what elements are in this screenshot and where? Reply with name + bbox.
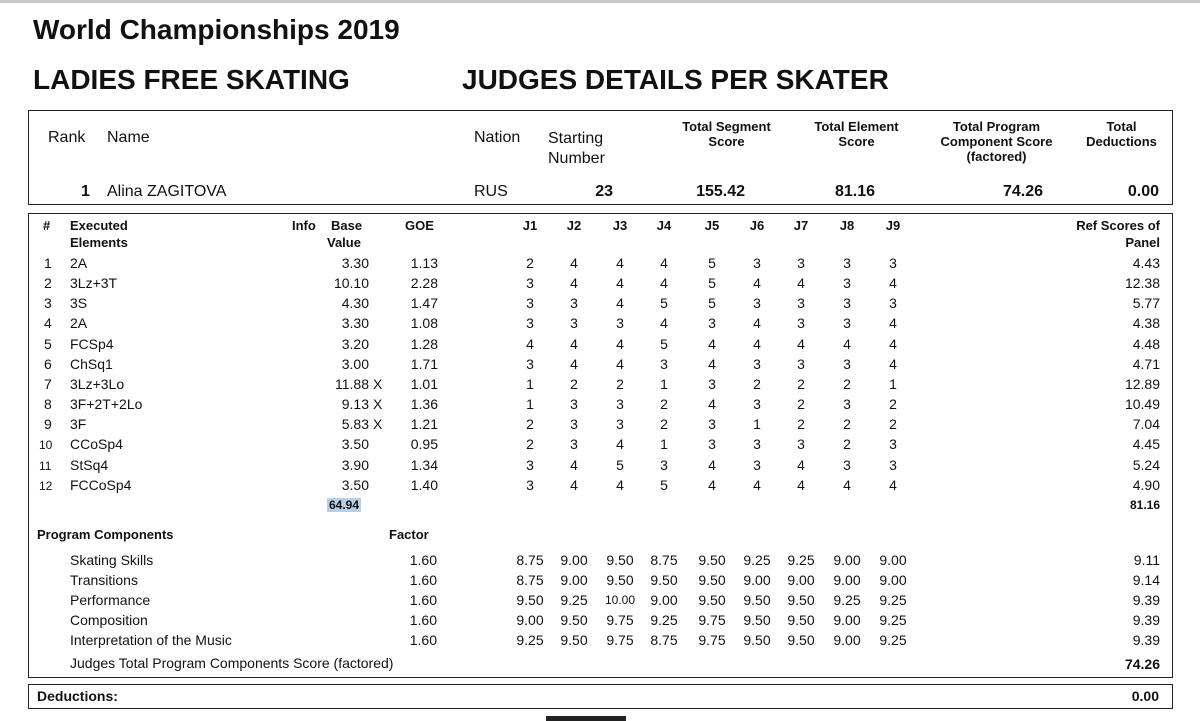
judge-header-j2: J2 [566,218,582,233]
page-edge-mark [546,716,626,721]
element-judge-score-j8: 3 [843,275,851,291]
element-judge-score-j6: 3 [753,356,761,372]
col-number-header: # [43,218,51,233]
element-goe: 1.08 [410,315,438,331]
element-judge-score-j1: 3 [526,457,534,473]
element-judge-score-j2: 3 [570,416,578,432]
element-goe: 1.13 [410,255,438,271]
col-executed-elements-header-2: Elements [70,235,128,250]
element-judge-score-j7: 4 [797,477,805,493]
element-judge-score-j6: 4 [753,275,761,291]
element-judge-score-j3: 4 [616,255,624,271]
component-factor: 1.60 [409,632,437,648]
component-judge-score-j7: 9.50 [787,632,815,648]
component-judge-score-j8: 9.00 [833,552,861,568]
element-judge-score-j5: 4 [708,477,716,493]
component-judge-score-j1: 9.25 [516,632,544,648]
element-judge-score-j6: 3 [753,396,761,412]
element-judge-score-j2: 4 [570,255,578,271]
element-number: 11 [39,459,52,473]
element-judge-score-j1: 3 [526,295,534,311]
element-row [0,336,1200,356]
program-components-header: Program Components [37,527,174,542]
element-base-value: 3.00 [341,356,369,372]
component-judge-score-j4: 9.00 [650,592,678,608]
col-info-header: Info [292,218,316,233]
element-judge-score-j2: 4 [570,336,578,352]
element-base-value: 9.13 [341,396,369,412]
component-judge-score-j4: 8.75 [650,552,678,568]
element-number: 1 [44,255,52,271]
component-panel-score: 9.11 [1133,552,1160,568]
component-row [0,632,1200,652]
element-goe: 1.21 [410,416,438,432]
element-judge-score-j4: 2 [660,416,668,432]
component-judge-score-j8: 9.25 [833,592,861,608]
element-number: 4 [44,315,52,331]
component-row [0,572,1200,592]
component-judge-score-j2: 9.00 [560,552,588,568]
element-judge-score-j8: 4 [843,336,851,352]
element-judge-score-j4: 3 [660,457,668,473]
element-goe: 1.71 [410,356,438,372]
element-panel-score: 7.04 [1132,416,1160,432]
element-goe: 1.01 [410,376,438,392]
judge-header-j7: J7 [793,218,809,233]
element-judge-score-j7: 3 [797,356,805,372]
component-judge-score-j2: 9.50 [560,632,588,648]
component-judge-score-j4: 9.25 [650,612,678,628]
component-factor: 1.60 [409,592,437,608]
component-panel-score: 9.39 [1132,612,1160,628]
judge-header-j3: J3 [612,218,628,233]
component-panel-score: 9.39 [1132,592,1160,608]
element-number: 9 [44,416,52,432]
component-name: Skating Skills [70,552,154,568]
element-row [0,477,1200,497]
judge-header-j5: J5 [704,218,720,233]
factor-header: Factor [389,527,429,542]
element-judge-score-j8: 3 [843,396,851,412]
judge-header-j9: J9 [885,218,901,233]
element-goe: 1.36 [410,396,438,412]
element-name: 3Lz+3Lo [70,376,125,392]
element-judge-score-j2: 2 [570,376,578,392]
deductions-label: Deductions: [37,688,118,704]
element-judge-score-j4: 5 [660,477,668,493]
element-row [0,315,1200,335]
top-border [0,0,1200,3]
element-judge-score-j2: 4 [570,477,578,493]
component-judge-score-j7: 9.25 [787,552,815,568]
component-judge-score-j8: 9.00 [833,612,861,628]
element-judge-score-j7: 3 [797,255,805,271]
element-number: 6 [44,356,52,372]
element-judge-score-j5: 4 [708,356,716,372]
element-judge-score-j8: 2 [843,436,851,452]
element-judge-score-j7: 4 [797,457,805,473]
element-judge-score-j3: 3 [616,315,624,331]
deductions-box [28,684,1173,709]
judges-total-pcs-label: Judges Total Program Components Score (factored) [70,655,394,671]
element-base-value: 4.30 [341,295,369,311]
component-judge-score-j3: 10.00 [604,593,636,607]
col-ref-header: Ref Scores of [1076,218,1160,233]
col-executed-elements-header: Executed [70,218,128,233]
element-judge-score-j9: 1 [889,376,897,392]
element-goe: 2.28 [410,275,438,291]
element-judge-score-j9: 4 [889,275,897,291]
component-judge-score-j5: 9.75 [698,612,726,628]
element-judge-score-j3: 4 [616,477,624,493]
rank-header: Rank [48,129,86,146]
element-name: 2A [70,315,88,331]
element-judge-score-j8: 3 [843,457,851,473]
element-judge-score-j2: 4 [570,457,578,473]
component-name: Transitions [70,572,138,588]
col-goe-header: GOE [405,218,434,233]
element-name: FCSp4 [70,336,114,352]
element-judge-score-j8: 3 [843,315,851,331]
element-number: 5 [44,336,52,352]
component-judge-score-j6: 9.25 [743,552,771,568]
judges-total-pcs-value: 74.26 [1124,656,1160,672]
name-header: Name [107,129,150,146]
skater-rank: 1 [81,183,90,200]
element-judge-score-j9: 2 [889,416,897,432]
element-judge-score-j4: 1 [660,436,668,452]
col-base-value-header-2: Value [327,235,361,250]
element-panel-score: 4.43 [1132,255,1160,271]
element-judge-score-j5: 4 [708,336,716,352]
elements-score-total: 81.16 [1129,498,1160,512]
element-number: 10 [39,438,53,452]
element-panel-score: 5.77 [1132,295,1160,311]
element-judge-score-j9: 4 [889,336,897,352]
element-number: 12 [39,479,53,493]
element-judge-score-j1: 3 [526,315,534,331]
skater-total-pcs: 74.26 [1002,183,1043,200]
element-judge-score-j1: 1 [526,396,534,412]
component-factor: 1.60 [409,612,437,628]
skater-total-element-score: 81.16 [834,183,875,200]
component-judge-score-j6: 9.50 [743,612,771,628]
component-judge-score-j5: 9.50 [698,572,726,588]
component-judge-score-j6: 9.00 [743,572,771,588]
element-judge-score-j1: 4 [526,336,534,352]
element-judge-score-j6: 4 [753,315,761,331]
element-row [0,376,1200,396]
element-judge-score-j8: 3 [843,356,851,372]
element-base-value: 3.90 [341,457,369,473]
component-judge-score-j3: 9.50 [606,572,634,588]
component-name: Performance [70,592,151,608]
element-base-value: 3.50 [341,436,369,452]
element-row [0,436,1200,456]
element-judge-score-j2: 4 [570,356,578,372]
element-judge-score-j5: 5 [708,295,716,311]
element-row [0,457,1200,477]
element-base-value: 11.88 [335,376,369,392]
element-judge-score-j3: 5 [616,457,624,473]
component-judge-score-j4: 9.50 [650,572,678,588]
total-deductions-header: Total Deductions [1086,119,1157,149]
component-judge-score-j2: 9.00 [560,572,588,588]
element-judge-score-j6: 4 [753,477,761,493]
component-judge-score-j5: 9.75 [698,632,726,648]
segment-title: LADIES FREE SKATING [33,64,350,95]
element-row [0,416,1200,436]
component-row [0,592,1200,612]
element-judge-score-j7: 3 [797,295,805,311]
starting-number-header: Starting Number [548,130,605,167]
element-judge-score-j8: 4 [843,477,851,493]
element-judge-score-j3: 4 [616,275,624,291]
total-segment-score-header: Total Segment Score [682,119,771,149]
element-panel-score: 5.24 [1132,457,1160,473]
element-judge-score-j1: 2 [526,255,534,271]
element-info: X [373,396,383,412]
component-judge-score-j9: 9.25 [879,632,907,648]
element-judge-score-j8: 3 [843,255,851,271]
event-title: World Championships 2019 [33,14,400,45]
element-panel-score: 4.38 [1132,315,1160,331]
skater-summary-box [28,110,1173,205]
component-judge-score-j4: 8.75 [650,632,678,648]
judge-header-j8: J8 [839,218,855,233]
element-name: 3S [70,295,88,311]
component-judge-score-j9: 9.00 [879,572,907,588]
element-judge-score-j4: 4 [660,275,668,291]
element-judge-score-j7: 3 [797,436,805,452]
element-judge-score-j8: 3 [843,295,851,311]
element-goe: 1.34 [410,457,438,473]
report-title: JUDGES DETAILS PER SKATER [462,64,889,95]
element-base-value: 10.10 [333,275,369,291]
element-judge-score-j4: 2 [660,396,668,412]
element-judge-score-j6: 2 [753,376,761,392]
component-judge-score-j3: 9.75 [606,632,634,648]
element-judge-score-j5: 3 [708,416,716,432]
element-judge-score-j3: 3 [616,396,624,412]
component-row [0,552,1200,572]
component-judge-score-j9: 9.25 [879,612,907,628]
component-judge-score-j8: 9.00 [833,632,861,648]
element-info: X [373,376,383,392]
element-base-value: 3.50 [341,477,369,493]
component-judge-score-j1: 8.75 [516,572,544,588]
element-number: 8 [44,396,52,412]
element-name: ChSq1 [70,356,113,372]
element-judge-score-j2: 4 [570,275,578,291]
element-judge-score-j1: 3 [526,356,534,372]
element-name: FCCoSp4 [70,477,132,493]
element-judge-score-j4: 4 [660,315,668,331]
element-name: 2A [70,255,88,271]
element-judge-score-j3: 4 [616,356,624,372]
element-judge-score-j5: 5 [708,275,716,291]
element-panel-score: 12.38 [1124,275,1160,291]
element-name: StSq4 [70,457,109,473]
element-judge-score-j1: 3 [526,275,534,291]
element-judge-score-j2: 3 [570,396,578,412]
component-judge-score-j7: 9.50 [787,592,815,608]
element-number: 3 [44,295,52,311]
element-judge-score-j4: 5 [660,295,668,311]
element-name: 3F [70,416,87,432]
component-judge-score-j1: 9.00 [516,612,544,628]
element-judge-score-j6: 4 [753,336,761,352]
element-goe: 1.47 [410,295,438,311]
element-judge-score-j5: 4 [708,457,716,473]
component-panel-score: 9.39 [1132,632,1160,648]
element-judge-score-j6: 3 [753,255,761,271]
element-panel-score: 10.49 [1124,396,1160,412]
component-row [0,612,1200,632]
component-judge-score-j3: 9.50 [606,552,634,568]
element-judge-score-j5: 4 [708,396,716,412]
skater-starting-number: 23 [595,183,613,200]
element-judge-score-j2: 3 [570,315,578,331]
judge-header-j1: J1 [522,218,538,233]
component-name: Composition [70,612,148,628]
element-name: CCoSp4 [70,436,123,452]
element-row [0,396,1200,416]
element-base-value: 3.20 [341,336,369,352]
total-program-component-header: Total Program Component Score (factored) [940,119,1053,164]
component-panel-score: 9.14 [1132,572,1160,588]
skater-nation: RUS [474,183,508,200]
component-name: Interpretation of the Music [70,632,232,648]
element-judge-score-j5: 5 [708,255,716,271]
element-judge-score-j9: 4 [889,315,897,331]
element-judge-score-j7: 4 [797,336,805,352]
judge-header-j6: J6 [749,218,765,233]
element-judge-score-j1: 1 [526,376,534,392]
element-name: 3F+2T+2Lo [70,396,143,412]
element-row [0,295,1200,315]
element-judge-score-j3: 4 [616,436,624,452]
element-judge-score-j7: 4 [797,275,805,291]
element-judge-score-j9: 3 [889,295,897,311]
element-judge-score-j7: 2 [797,396,805,412]
component-judge-score-j7: 9.00 [787,572,815,588]
element-judge-score-j1: 2 [526,436,534,452]
element-judge-score-j4: 5 [660,336,668,352]
component-judge-score-j3: 9.75 [606,612,634,628]
component-judge-score-j8: 9.00 [833,572,861,588]
component-judge-score-j2: 9.25 [560,592,588,608]
element-judge-score-j9: 3 [889,457,897,473]
skater-name: Alina ZAGITOVA [107,183,227,200]
component-judge-score-j6: 9.50 [743,632,771,648]
element-row [0,275,1200,295]
element-judge-score-j5: 3 [708,315,716,331]
base-value-total: 64.94 [329,498,360,512]
component-judge-score-j9: 9.25 [879,592,907,608]
component-judge-score-j5: 9.50 [698,592,726,608]
component-judge-score-j1: 8.75 [516,552,544,568]
element-judge-score-j3: 2 [616,376,624,392]
element-judge-score-j3: 3 [616,416,624,432]
deductions-value: 0.00 [1131,688,1159,704]
element-info: X [373,416,383,432]
element-judge-score-j3: 4 [616,336,624,352]
element-judge-score-j2: 3 [570,295,578,311]
element-judge-score-j3: 4 [616,295,624,311]
component-judge-score-j1: 9.50 [516,592,544,608]
element-panel-score: 4.45 [1132,436,1160,452]
element-goe: 0.95 [410,436,438,452]
component-judge-score-j9: 9.00 [879,552,907,568]
element-base-value: 3.30 [341,255,369,271]
element-judge-score-j7: 3 [797,315,805,331]
element-number: 2 [44,275,52,291]
element-judge-score-j7: 2 [797,416,805,432]
element-row [0,356,1200,376]
component-factor: 1.60 [409,552,437,568]
element-judge-score-j4: 1 [660,376,668,392]
judge-header-j4: J4 [656,218,672,233]
element-judge-score-j6: 3 [753,457,761,473]
element-judge-score-j7: 2 [797,376,805,392]
element-base-value: 3.30 [341,315,369,331]
element-judge-score-j9: 3 [889,436,897,452]
element-judge-score-j1: 2 [526,416,534,432]
element-base-value: 5.83 [341,416,369,432]
total-element-score-header: Total Element Score [814,119,899,149]
element-panel-score: 4.48 [1132,336,1160,352]
element-judge-score-j5: 3 [708,376,716,392]
element-judge-score-j9: 3 [889,255,897,271]
element-judge-score-j6: 1 [753,416,761,432]
component-judge-score-j7: 9.50 [787,612,815,628]
skater-total-deductions: 0.00 [1127,183,1159,200]
element-judge-score-j6: 3 [753,295,761,311]
element-panel-score: 4.90 [1132,477,1160,493]
element-judge-score-j4: 4 [660,255,668,271]
element-judge-score-j9: 2 [889,396,897,412]
element-row [0,255,1200,275]
element-judge-score-j8: 2 [843,376,851,392]
element-judge-score-j5: 3 [708,436,716,452]
nation-header: Nation [474,129,521,146]
element-judge-score-j1: 3 [526,477,534,493]
element-judge-score-j4: 3 [660,356,668,372]
col-ref-header-2: Panel [1125,235,1160,250]
element-goe: 1.40 [410,477,438,493]
skater-total-segment-score: 155.42 [696,183,745,200]
component-judge-score-j6: 9.50 [743,592,771,608]
element-goe: 1.28 [410,336,438,352]
component-judge-score-j5: 9.50 [698,552,726,568]
element-judge-score-j8: 2 [843,416,851,432]
element-number: 7 [44,376,52,392]
element-panel-score: 4.71 [1132,356,1160,372]
component-judge-score-j2: 9.50 [560,612,588,628]
component-factor: 1.60 [409,572,437,588]
element-name: 3Lz+3T [70,275,118,291]
element-judge-score-j9: 4 [889,477,897,493]
element-panel-score: 12.89 [1124,376,1160,392]
element-judge-score-j6: 3 [753,436,761,452]
element-judge-score-j9: 4 [889,356,897,372]
col-base-value-header: Base [331,218,363,233]
element-judge-score-j2: 3 [570,436,578,452]
